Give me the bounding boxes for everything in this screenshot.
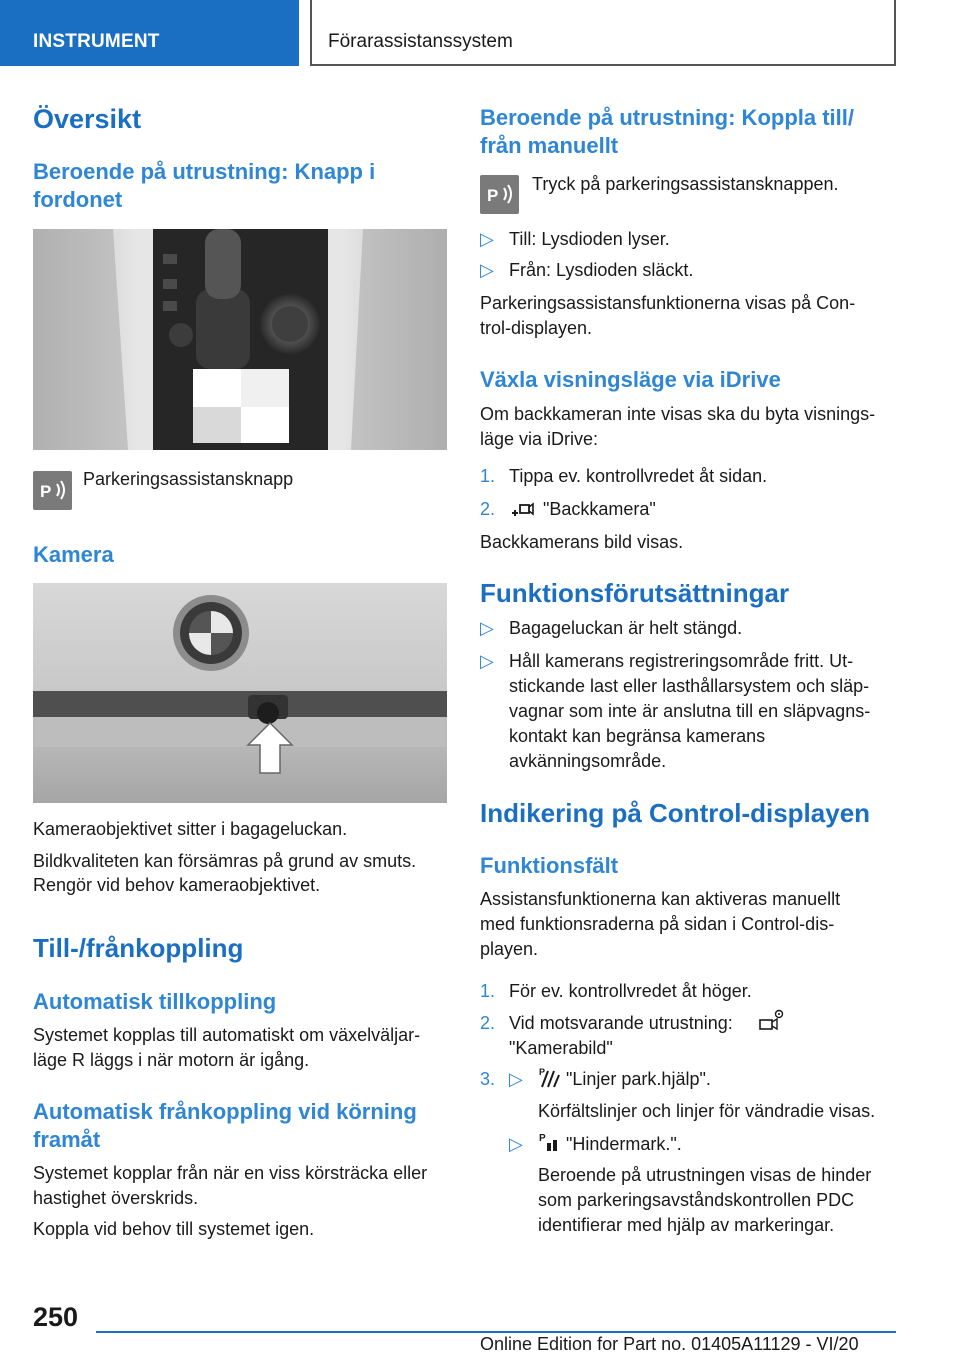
console-photo: [33, 229, 447, 450]
auto-off-text-b: hastighet överskrids.: [33, 1188, 199, 1208]
heading-auto-on: Automatisk tillkoppling: [33, 989, 277, 1014]
section-tab: INSTRUMENT: [0, 0, 299, 66]
auto-off-text-c: Koppla vid behov till systemet igen.: [33, 1219, 315, 1239]
bullet-triangle: ▷: [480, 651, 494, 671]
auto-on-text-b: läge R läggs i när motorn är igång.: [33, 1050, 310, 1070]
bullet-triangle: ▷: [480, 260, 494, 280]
camera-settings-icon: [757, 1008, 787, 1034]
camera-text-1: Kameraobjektivet sitter i bagageluckan.: [33, 819, 348, 839]
bullet-triangle: ▷: [509, 1069, 523, 1089]
heading-requirements: Funktionsförutsättningar: [480, 578, 790, 608]
camera-icon: [509, 497, 535, 521]
req-2d: kontakt kan begränsa kamerans: [509, 726, 766, 746]
footer-rule: [96, 1331, 896, 1333]
parking-lines-icon: [538, 1065, 562, 1091]
heading-display: Indikering på Control-displayen: [480, 798, 871, 828]
heading-onoff: Till-/frånkoppling: [33, 933, 244, 963]
shown-text-a: Parkeringsassistansfunktionerna visas på Con-: [480, 293, 856, 313]
svg-text:P: P: [539, 1067, 546, 1077]
field-step-3b-desc-2: som parkeringsavståndskontrollen PDC: [538, 1190, 855, 1210]
parking-assist-button-icon: [33, 471, 72, 510]
step-number: 1.: [480, 466, 496, 486]
field-step-3b-desc-3: identifierar med hjälp av markeringar.: [538, 1215, 835, 1235]
heading-button-line2: fordonet: [33, 187, 123, 212]
heading-function-field: Funktionsfält: [480, 853, 619, 878]
step-number: 1.: [480, 981, 496, 1001]
switch-text-a: Om backkameran inte visas ska du byta visnings-: [480, 404, 876, 424]
switch-step-2: "Backkamera": [543, 499, 656, 519]
switch-step-1: Tippa ev. kontrollvredet åt sidan.: [509, 466, 768, 486]
step-number: 3.: [480, 1069, 496, 1089]
heading-button: Beroende på utrustning: Knapp i: [33, 159, 376, 184]
heading-switch: Växla visningsläge via iDrive: [480, 367, 781, 392]
step-number: 2.: [480, 1013, 496, 1033]
button-caption: Parkeringsassistansknapp: [83, 469, 294, 489]
heading-auto-off-line2: framåt: [33, 1127, 101, 1152]
switch-result: Backkamerans bild visas.: [480, 532, 684, 552]
camera-text-2a: Bildkvaliteten kan försämras på grund av smuts.: [33, 851, 417, 871]
heading-camera: Kamera: [33, 542, 114, 567]
req-2b: stickande last eller lasthållarsystem och släp-: [509, 676, 870, 696]
heading-manual-line2: från manuellt: [480, 133, 619, 158]
step-number: 2.: [480, 499, 496, 519]
svg-text:P: P: [40, 482, 52, 501]
bullet-triangle: ▷: [480, 229, 494, 249]
footer-edition: Online Edition for Part no. 01405A11129 - VI/20: [480, 1334, 859, 1354]
req-2a: Håll kamerans registreringsområde fritt. Ut-: [509, 651, 854, 671]
press-text: Tryck på parkeringsassistansknappen.: [532, 174, 839, 194]
svg-text:P: P: [539, 1133, 546, 1144]
field-text-a: Assistansfunktionerna kan aktiveras manuellt: [480, 889, 841, 909]
bullet-triangle: ▷: [480, 618, 494, 638]
bullet-triangle: ▷: [509, 1134, 523, 1154]
req-2c: vagnar som inte är anslutna till en släpvagns-: [509, 701, 871, 721]
led-on-text: Till: Lysdioden lyser.: [509, 229, 670, 249]
field-step-3a: "Linjer park.hjälp".: [566, 1069, 711, 1089]
req-1: Bagageluckan är helt stängd.: [509, 618, 743, 638]
chapter-title: Förarassistanssystem: [310, 0, 896, 66]
field-step-3b: "Hindermark.".: [566, 1134, 682, 1154]
field-text-c: playen.: [480, 939, 539, 959]
heading-overview: Översikt: [33, 104, 142, 134]
switch-text-b: läge via iDrive:: [480, 429, 599, 449]
page-number: 250: [33, 1302, 79, 1332]
heading-auto-off: Automatisk frånkoppling vid körning: [33, 1099, 417, 1124]
field-step-2: Vid motsvarande utrustning:: [509, 1013, 733, 1033]
svg-text:P: P: [487, 186, 499, 205]
field-step-3b-desc-1: Beroende på utrustningen visas de hinder: [538, 1165, 872, 1185]
req-2e: avkänningsområde.: [509, 751, 667, 771]
parking-assist-button-icon-2: [480, 175, 519, 214]
heading-manual: Beroende på utrustning: Koppla till/: [480, 105, 854, 130]
field-step-1: För ev. kontrollvredet åt höger.: [509, 981, 752, 1001]
field-text-b: med funktionsraderna på sidan i Control-dis-: [480, 914, 835, 934]
camera-text-2b: Rengör vid behov kameraobjektivet.: [33, 875, 321, 895]
camera-photo: [33, 583, 447, 803]
shown-text-b: trol-displayen.: [480, 318, 593, 338]
field-step-2b: "Kamerabild": [509, 1038, 613, 1058]
obstacle-marking-icon: [538, 1129, 562, 1155]
auto-off-text-a: Systemet kopplar från när en viss körsträcka eller: [33, 1163, 428, 1183]
led-off-text: Från: Lysdioden släckt.: [509, 260, 694, 280]
field-step-3a-desc: Körfältslinjer och linjer för vändradie visas.: [538, 1101, 876, 1121]
auto-on-text-a: Systemet kopplas till automatiskt om växelväljar-: [33, 1025, 421, 1045]
